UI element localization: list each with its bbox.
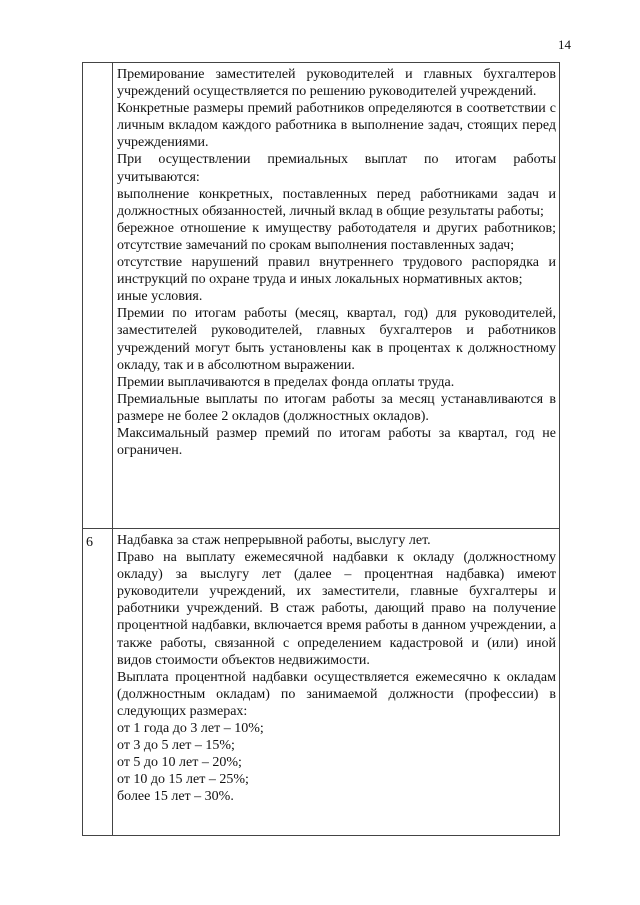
- row-number-cell: [83, 63, 113, 529]
- paragraph: выполнение конкретных, поставленных перед работниками задач и должностных обязанностей, личный вклад в общие результаты работы;: [117, 186, 556, 219]
- paragraph: от 5 до 10 лет – 20%;: [117, 755, 242, 771]
- paragraph: от 1 года до 3 лет – 10%;: [117, 721, 264, 737]
- paragraph: Премирование заместителей руководителей и главных бухгалтеров учреждений осуществляется по решению руководителей учреждений.: [117, 67, 556, 100]
- paragraph: иные условия.: [117, 289, 203, 305]
- paragraph: Выплата процентной надбавки осуществляется ежемесячно к окладам (должностным окладам) по занимаемой должности (профессии) в следующих размерах:: [117, 669, 556, 719]
- paragraph: Премиальные выплаты по итогам работы за месяц устанавливаются в размере не более 2 окладов (должностных окладов).: [117, 391, 556, 424]
- row-content-cell: [113, 529, 560, 836]
- paragraph: Премии выплачиваются в пределах фонда оплаты труда.: [117, 374, 455, 390]
- page-number: 14: [558, 37, 571, 52]
- paragraph: отсутствие нарушений правил внутреннего трудового распорядка и инструкций по охране труда и иных локальных нормативных актов;: [117, 255, 556, 288]
- table-row: [83, 529, 560, 836]
- paragraph: более 15 лет – 30%.: [117, 789, 234, 805]
- paragraph: Право на выплату ежемесячной надбавки к окладу (должностному окладу) за выслугу лет (далее – процентная надбавка) имеют руководители учреждений, их заместители, главные бухгалтеры и работники учреждений. В стаж работы, дающий право на получение процентной надбавки, включается время работы в данном учреждении, а также работы, связанной с определением кадастровой и (или) иной видов стоимости объектов недвижимости.: [117, 550, 556, 668]
- paragraph: Надбавка за стаж непрерывной работы, выслугу лет.: [117, 533, 431, 548]
- paragraph: Максимальный размер премий по итогам работы за квартал, год не ограничен.: [117, 425, 556, 459]
- paragraph: бережное отношение к имуществу работодателя и других работников; отсутствие замечаний по срокам выполнения поставленных задач;: [117, 220, 556, 253]
- paragraph: от 10 до 15 лет – 25%;: [117, 772, 249, 788]
- document-table: [82, 62, 560, 836]
- paragraph: При осуществлении премиальных выплат по итогам работы учитываются:: [117, 152, 556, 185]
- paragraph: Премии по итогам работы (месяц, квартал, год) для руководителей, заместителей руководителей, главных бухгалтеров и работников учреждений могут быть установлены как в процентах к должностному окладу, так и в абсолютном выражении.: [117, 306, 556, 373]
- paragraph: от 3 до 5 лет – 15%;: [117, 738, 235, 754]
- row-content-cell: [113, 63, 560, 529]
- paragraph: Конкретные размеры премий работников определяются в соответствии с личным вкладом каждого работника в выполнение задач, стоящих перед учреждениями.: [117, 101, 556, 151]
- row-number-cell: 6: [83, 529, 113, 836]
- table-row: [83, 63, 560, 529]
